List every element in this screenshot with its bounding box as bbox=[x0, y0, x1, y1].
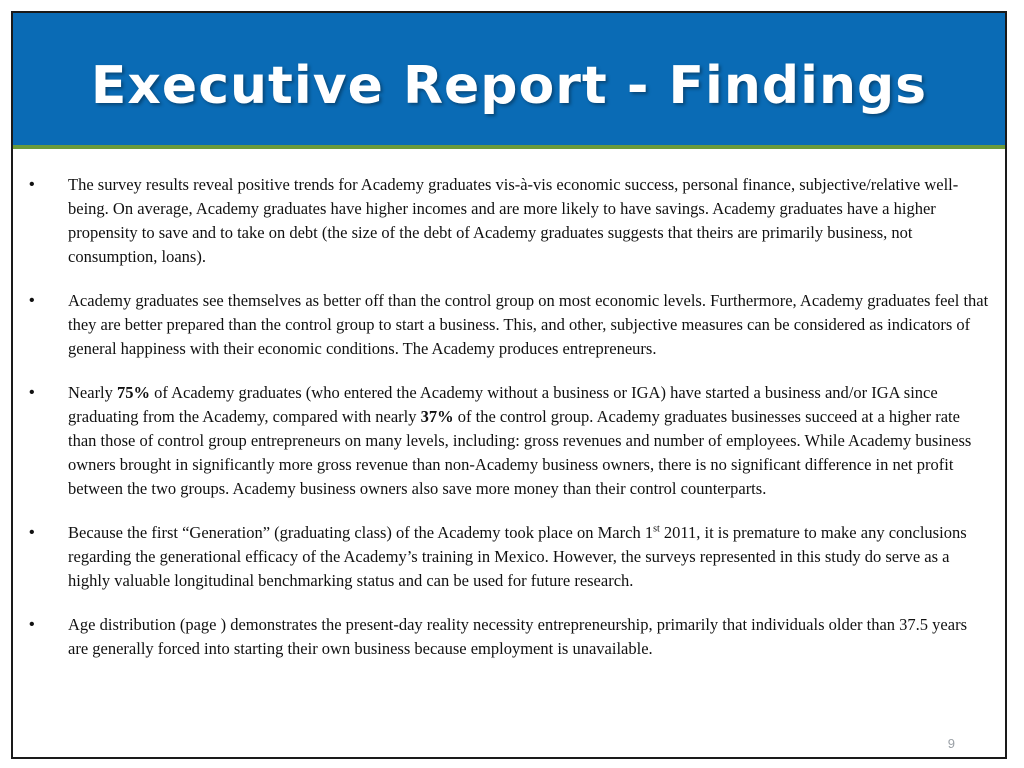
finding-item bbox=[13, 289, 1005, 361]
text-run: Because the first “Generation” (graduating class) of the Academy took place on March 1 bbox=[68, 523, 654, 542]
finding-text: Academy graduates see themselves as better off than the control group on most economic levels. Furthermore, Academy graduates feel that they are better prepared than the control group to start a business. This, and other, subjective measures can be considered as indicators of general happiness with their economic conditions. The Academy produces entrepreneurs. bbox=[68, 291, 989, 358]
page-number: 9 bbox=[947, 736, 955, 751]
bullet-marker: • bbox=[29, 616, 35, 633]
bullet-marker: • bbox=[29, 292, 35, 309]
percentage-academy: 75% bbox=[117, 383, 151, 402]
text-run: of the control group. Academy graduates businesses succeed at a higher rate than those of control group entrepreneurs on many levels, including: gross revenues and number of employees. While Academy business owners brought in significantly more gross revenue than non-Academy business owners, there is no significant difference in net profit between the two groups. Academy business owners also save more money than their control counterparts. bbox=[68, 407, 972, 498]
bullet-marker: • bbox=[29, 384, 35, 401]
finding-text: The survey results reveal positive trends for Academy graduates vis-à-vis economic success, personal finance, subjective/relative well-being. On average, Academy graduates have higher incomes and are more likely to have savings. Academy graduates have a higher propensity to save and to take on debt (the size of the debt of Academy graduates suggests that theirs are primarily business, not consumption, loans). bbox=[68, 175, 959, 266]
finding-item bbox=[13, 173, 1005, 269]
finding-text bbox=[68, 523, 967, 590]
slide-title: Executive Report - Findings bbox=[90, 56, 928, 116]
text-run: of Academy graduates (who entered the Academy without a business or IGA) have started a business and/or IGA since graduating from the Academy, compared with nearly bbox=[68, 383, 938, 426]
findings-list bbox=[13, 173, 1005, 661]
finding-item bbox=[13, 613, 1005, 661]
slide bbox=[11, 11, 1007, 759]
finding-item bbox=[13, 521, 1005, 593]
text-run: Nearly bbox=[68, 383, 118, 402]
text-run: 2011, it is premature to make any conclusions regarding the generational efficacy of the Academy’s training in Mexico. However, the surveys represented in this study do serve as a highly valuable longitudinal benchmarking status and can be used for future research. bbox=[68, 523, 967, 590]
finding-text bbox=[68, 383, 971, 498]
finding-item bbox=[13, 381, 1005, 501]
ordinal-suffix: st bbox=[653, 523, 660, 535]
finding-text: Age distribution (page ) demonstrates the present-day reality necessity entrepreneurship, primarily that individuals older than 37.5 years are generally forced into starting their own business because employment is unavailable. bbox=[68, 615, 967, 658]
bullet-marker: • bbox=[29, 176, 35, 193]
percentage-control: 37% bbox=[420, 407, 454, 426]
bullet-marker: • bbox=[29, 524, 35, 541]
title-banner bbox=[13, 13, 1005, 149]
